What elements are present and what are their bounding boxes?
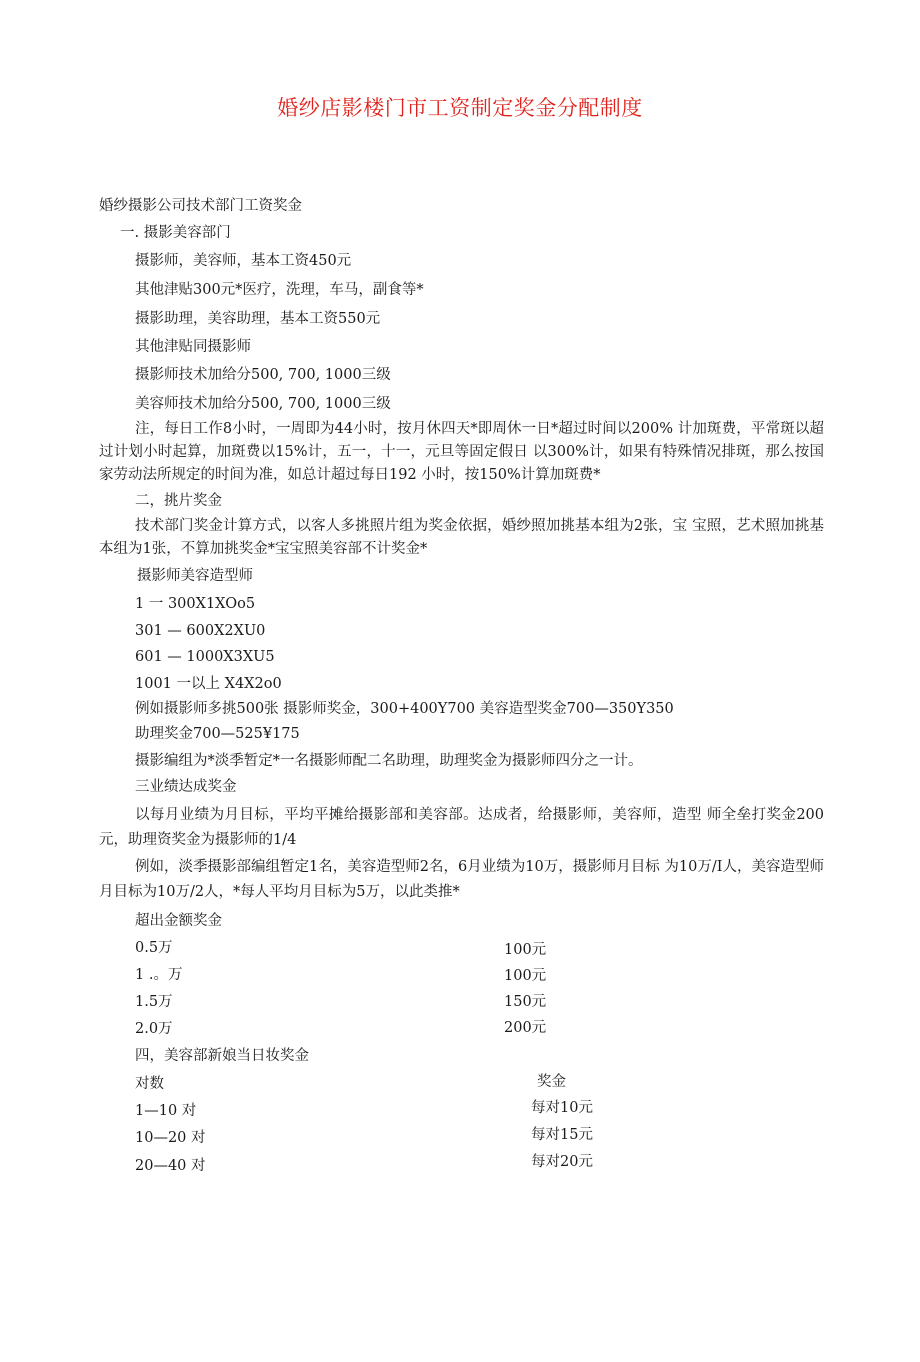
s4-row-pairs: 10—20 对 (135, 1130, 206, 1146)
s3-row-amount: 1.5万 (135, 994, 173, 1010)
s4-row-bonus: 每对20元 (531, 1154, 593, 1170)
s3-row-bonus: 100元 (504, 942, 547, 958)
s1-note-paragraph: 注，每日工作8小时，一周即为44小时，按月休四天*即周休一日*超过时间以200% 计加斑费，平常斑以超过计划小时起算，加斑费以15%计，五一，十一，元旦等固定假日 以300%计，如果有特殊情况排斑，那么按国家劳动法所规定的时间为准，如总计超过每日192 小时，按150%计算加斑费* (99, 421, 824, 483)
s2-line-6: 例如摄影师多挑500张 摄影师奖金，300+400Y700 美容造型奖金700—350Y350 (135, 701, 674, 717)
s4-col-header-bonus: 奖金 (537, 1074, 566, 1090)
s3-row-amount: 2.0万 (135, 1021, 173, 1037)
s3-paragraph-1: 以每月业绩为月目标，平均平摊给摄影部和美容部。达成者，给摄影师，美容师，造型 师全垒打奖金200元，助理资奖金为摄影师的1/4 (99, 807, 824, 848)
s4-row-bonus: 每对15元 (531, 1127, 593, 1143)
s2-line-3: 301 — 600X2XU0 (135, 623, 266, 639)
document-title: 婚纱店影楼门市工资制定奖金分配制度 (277, 96, 643, 120)
s4-row-bonus: 每对10元 (531, 1100, 593, 1116)
section-1-heading: 一. 摄影美容部门 (120, 225, 231, 241)
s1-line-1: 摄影师，美容师，基本工资450元 (135, 253, 352, 269)
s2-paragraph: 技术部门奖金计算方式，以客人多挑照片组为奖金依据，婚纱照加挑基本组为2张，宝 宝照，艺术照加挑基本组为1张，不算加挑奖金*宝宝照美容部不计奖金* (99, 518, 824, 557)
s1-line-2: 其他津贴300元*医疗，洗理，车马，副食等* (135, 282, 424, 298)
s2-line-5: 1001 一以上 X4X2o0 (135, 676, 282, 692)
s4-row-pairs: 20—40 对 (135, 1158, 206, 1174)
s1-line-5: 摄影师技术加给分500, 700, 1000三级 (135, 367, 391, 383)
s2-line-1: 摄影师美容造型师 (137, 568, 253, 584)
s1-line-3: 摄影助理，美容助理，基本工资550元 (135, 311, 381, 327)
s3-row-amount: 0.5万 (135, 940, 173, 956)
s1-line-4: 其他津贴同摄影师 (135, 339, 251, 355)
s2-line-8: 摄影编组为*淡季暂定*一名摄影师配二名助理，助理奖金为摄影师四分之一计。 (135, 753, 643, 769)
s4-col-header-pairs: 对数 (135, 1076, 164, 1092)
s3-row-bonus: 200元 (504, 1020, 547, 1036)
s3-row-bonus: 100元 (504, 968, 547, 984)
s3-paragraph-2: 例如，淡季摄影部编组暂定1名，美容造型师2名，6月业绩为10万，摄影师月目标 为10万/I人，美容造型师月目标为10万/2人，*每人平均月目标为5万，以此类推* (99, 859, 824, 900)
s2-line-4: 601 — 1000X3XU5 (135, 649, 275, 665)
s3-table-label: 超出金额奖金 (135, 913, 222, 929)
s1-line-6: 美容师技术加给分500, 700, 1000三级 (135, 396, 391, 412)
subtitle: 婚纱摄影公司技术部门工资奖金 (99, 198, 302, 214)
section-2-heading: 二，挑片奖金 (135, 493, 222, 509)
s2-line-2: 1 一 300X1XOo5 (135, 596, 256, 612)
s2-line-7: 助理奖金700—525¥175 (135, 726, 300, 742)
s3-row-bonus: 150元 (504, 994, 547, 1010)
s3-row-amount: 1 .。万 (135, 967, 183, 983)
section-4-heading: 四，美容部新娘当日妆奖金 (135, 1048, 309, 1064)
s4-row-pairs: 1—10 对 (135, 1103, 197, 1119)
section-3-heading: 三业绩达成奖金 (135, 779, 237, 795)
